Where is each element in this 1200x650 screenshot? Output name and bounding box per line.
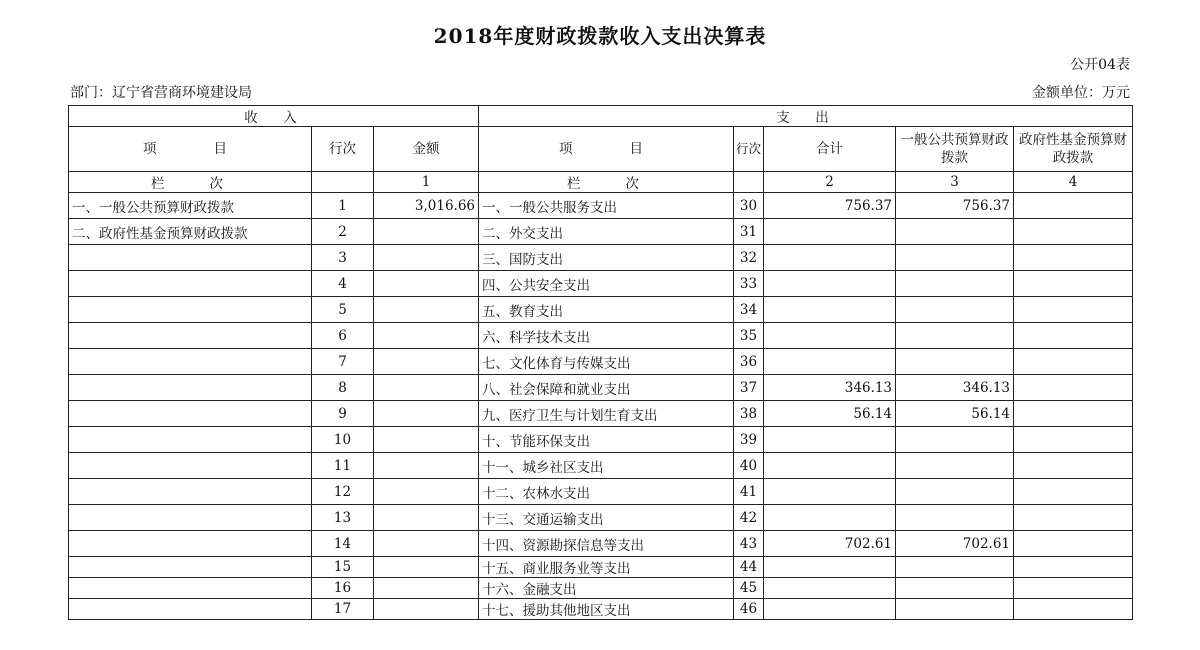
- total-cell: [764, 297, 896, 323]
- total-cell: 702.61: [764, 531, 896, 557]
- gov-fund-cell: [1014, 375, 1133, 401]
- income-amount-cell: [374, 297, 479, 323]
- table-row: [69, 599, 1133, 620]
- appropriation-table: [68, 105, 1133, 620]
- table-row: [69, 505, 1133, 531]
- income-amount-cell: [374, 479, 479, 505]
- total-cell: [764, 427, 896, 453]
- expense-item-cell: 十七、援助其他地区支出: [479, 599, 734, 620]
- income-row-no-header: 行次: [312, 127, 374, 172]
- total-cell: [764, 599, 896, 620]
- income-amount-cell: [374, 578, 479, 599]
- general-budget-cell: [896, 427, 1014, 453]
- income-item-cell: [69, 531, 312, 557]
- income-row-no-index: [312, 172, 374, 193]
- income-column-index: 1: [374, 172, 479, 193]
- amount-unit-label: 金额单位：万元: [1032, 85, 1130, 101]
- income-amount-cell: [374, 245, 479, 271]
- table-row: [69, 479, 1133, 505]
- income-column-label: 栏 次: [69, 172, 312, 193]
- income-row-no-cell: 1: [312, 193, 374, 219]
- expense-row-no-index: [734, 172, 764, 193]
- income-row-no-cell: 8: [312, 375, 374, 401]
- income-item-cell: [69, 375, 312, 401]
- general-budget-cell: [896, 219, 1014, 245]
- total-cell: [764, 245, 896, 271]
- gov-fund-cell: [1014, 297, 1133, 323]
- gov-fund-cell: [1014, 557, 1133, 578]
- table-row: [69, 349, 1133, 375]
- table-row: [69, 427, 1133, 453]
- expense-row-no-cell: 34: [734, 297, 764, 323]
- table-row: [69, 193, 1133, 219]
- income-amount-cell: [374, 531, 479, 557]
- expense-item-cell: 十、节能环保支出: [479, 427, 734, 453]
- general-budget-cell: 56.14: [896, 401, 1014, 427]
- expense-item-header: 项 目: [479, 127, 734, 172]
- expense-row-no-cell: 44: [734, 557, 764, 578]
- total-header: 合计: [764, 127, 896, 172]
- income-item-cell: [69, 401, 312, 427]
- income-row-no-cell: 4: [312, 271, 374, 297]
- table-row: [69, 557, 1133, 578]
- income-row-no-cell: 3: [312, 245, 374, 271]
- expense-row-no-cell: 39: [734, 427, 764, 453]
- income-row-no-cell: 12: [312, 479, 374, 505]
- income-item-cell: [69, 557, 312, 578]
- income-amount-cell: [374, 323, 479, 349]
- general-budget-cell: [896, 479, 1014, 505]
- income-row-no-cell: 13: [312, 505, 374, 531]
- gov-fund-cell: [1014, 349, 1133, 375]
- expense-item-cell: 十一、城乡社区支出: [479, 453, 734, 479]
- gov-fund-cell: [1014, 271, 1133, 297]
- expense-row-no-cell: 31: [734, 219, 764, 245]
- income-row-no-cell: 6: [312, 323, 374, 349]
- total-cell: 56.14: [764, 401, 896, 427]
- total-cell: 346.13: [764, 375, 896, 401]
- total-cell: [764, 349, 896, 375]
- table-row: [69, 578, 1133, 599]
- general-budget-cell: 702.61: [896, 531, 1014, 557]
- income-row-no-cell: 11: [312, 453, 374, 479]
- expense-item-cell: 五、教育支出: [479, 297, 734, 323]
- expense-item-cell: 十六、金融支出: [479, 578, 734, 599]
- general-budget-cell: [896, 557, 1014, 578]
- expense-row-no-cell: 46: [734, 599, 764, 620]
- expense-row-no-cell: 35: [734, 323, 764, 349]
- expense-item-cell: 六、科学技术支出: [479, 323, 734, 349]
- total-cell: [764, 323, 896, 349]
- income-item-cell: [69, 479, 312, 505]
- department-label: 部门：辽宁省营商环境建设局: [70, 85, 252, 101]
- general-budget-cell: [896, 245, 1014, 271]
- general-budget-cell: [896, 349, 1014, 375]
- income-row-no-cell: 7: [312, 349, 374, 375]
- table-row: [69, 531, 1133, 557]
- gov-fund-cell: [1014, 401, 1133, 427]
- income-amount-cell: [374, 401, 479, 427]
- income-row-no-cell: 5: [312, 297, 374, 323]
- expense-row-no-cell: 43: [734, 531, 764, 557]
- page-title: 2018年度财政拨款收入支出决算表: [433, 24, 767, 48]
- general-budget-cell: [896, 599, 1014, 620]
- income-amount-cell: [374, 557, 479, 578]
- income-item-header: 项 目: [69, 127, 312, 172]
- income-amount-cell: [374, 505, 479, 531]
- income-item-cell: [69, 453, 312, 479]
- expense-row-no-cell: 37: [734, 375, 764, 401]
- expense-item-cell: 十二、农林水支出: [479, 479, 734, 505]
- expense-item-cell: 八、社会保障和就业支出: [479, 375, 734, 401]
- income-amount-header: 金额: [374, 127, 479, 172]
- table-row: [69, 245, 1133, 271]
- expense-item-cell: 九、医疗卫生与计划生育支出: [479, 401, 734, 427]
- income-item-cell: [69, 599, 312, 620]
- expense-row-no-cell: 36: [734, 349, 764, 375]
- income-amount-cell: [374, 427, 479, 453]
- general-budget-cell: [896, 323, 1014, 349]
- general-budget-cell: [896, 578, 1014, 599]
- general-column-index: 3: [896, 172, 1014, 193]
- general-budget-cell: [896, 453, 1014, 479]
- income-section-header: 收 入: [69, 106, 479, 127]
- gov-fund-cell: [1014, 599, 1133, 620]
- table-row: [69, 219, 1133, 245]
- total-cell: [764, 271, 896, 297]
- expense-row-no-cell: 38: [734, 401, 764, 427]
- total-cell: [764, 453, 896, 479]
- total-cell: 756.37: [764, 193, 896, 219]
- income-item-cell: [69, 271, 312, 297]
- income-amount-cell: [374, 349, 479, 375]
- gov-fund-cell: [1014, 578, 1133, 599]
- total-column-index: 2: [764, 172, 896, 193]
- general-budget-cell: [896, 505, 1014, 531]
- gov-fund-cell: [1014, 193, 1133, 219]
- income-row-no-cell: 10: [312, 427, 374, 453]
- expense-row-no-header: 行次: [734, 127, 764, 172]
- income-amount-cell: [374, 219, 479, 245]
- table-row: [69, 323, 1133, 349]
- total-cell: [764, 219, 896, 245]
- income-row-no-cell: 2: [312, 219, 374, 245]
- gov-fund-cell: [1014, 505, 1133, 531]
- expense-row-no-cell: 33: [734, 271, 764, 297]
- income-amount-cell: [374, 599, 479, 620]
- expense-item-cell: 三、国防支出: [479, 245, 734, 271]
- expense-item-cell: 十五、商业服务业等支出: [479, 557, 734, 578]
- income-row-no-cell: 9: [312, 401, 374, 427]
- total-cell: [764, 479, 896, 505]
- income-row-no-cell: 17: [312, 599, 374, 620]
- expense-item-cell: 七、文化体育与传媒支出: [479, 349, 734, 375]
- table-body: [69, 193, 1133, 620]
- expense-row-no-cell: 45: [734, 578, 764, 599]
- expense-section-header: 支 出: [479, 106, 1133, 127]
- fund-column-index: 4: [1014, 172, 1133, 193]
- expense-item-cell: 十四、资源勘探信息等支出: [479, 531, 734, 557]
- income-row-no-cell: 15: [312, 557, 374, 578]
- general-budget-cell: 756.37: [896, 193, 1014, 219]
- expense-row-no-cell: 42: [734, 505, 764, 531]
- income-amount-cell: [374, 271, 479, 297]
- expense-row-no-cell: 41: [734, 479, 764, 505]
- gov-fund-cell: [1014, 453, 1133, 479]
- gov-fund-cell: [1014, 219, 1133, 245]
- general-budget-cell: [896, 271, 1014, 297]
- table-row: [69, 271, 1133, 297]
- gov-fund-cell: [1014, 479, 1133, 505]
- general-budget-header: 一般公共预算财政拨款: [896, 127, 1014, 172]
- table-row: [69, 375, 1133, 401]
- income-row-no-cell: 16: [312, 578, 374, 599]
- expense-row-no-cell: 32: [734, 245, 764, 271]
- gov-fund-cell: [1014, 531, 1133, 557]
- income-amount-cell: [374, 453, 479, 479]
- total-cell: [764, 557, 896, 578]
- income-item-cell: [69, 505, 312, 531]
- expense-row-no-cell: 40: [734, 453, 764, 479]
- income-item-cell: [69, 323, 312, 349]
- income-item-cell: [69, 297, 312, 323]
- income-item-cell: 一、一般公共预算财政拨款: [69, 193, 312, 219]
- income-item-cell: [69, 578, 312, 599]
- total-cell: [764, 505, 896, 531]
- expense-item-cell: 一、一般公共服务支出: [479, 193, 734, 219]
- income-item-cell: [69, 349, 312, 375]
- gov-fund-cell: [1014, 427, 1133, 453]
- expense-item-cell: 四、公共安全支出: [479, 271, 734, 297]
- income-item-cell: 二、政府性基金预算财政拨款: [69, 219, 312, 245]
- gov-fund-header: 政府性基金预算财政拨款: [1014, 127, 1133, 172]
- expense-row-no-cell: 30: [734, 193, 764, 219]
- table-row: [69, 297, 1133, 323]
- expense-item-cell: 十三、交通运输支出: [479, 505, 734, 531]
- income-item-cell: [69, 245, 312, 271]
- expense-column-label: 栏 次: [479, 172, 734, 193]
- income-row-no-cell: 14: [312, 531, 374, 557]
- gov-fund-cell: [1014, 245, 1133, 271]
- income-amount-cell: 3,016.66: [374, 193, 479, 219]
- general-budget-cell: 346.13: [896, 375, 1014, 401]
- general-budget-cell: [896, 297, 1014, 323]
- total-cell: [764, 578, 896, 599]
- gov-fund-cell: [1014, 323, 1133, 349]
- income-item-cell: [69, 427, 312, 453]
- expense-item-cell: 二、外交支出: [479, 219, 734, 245]
- table-row: [69, 401, 1133, 427]
- income-amount-cell: [374, 375, 479, 401]
- form-number: 公开04表: [1070, 57, 1130, 73]
- table-row: [69, 453, 1133, 479]
